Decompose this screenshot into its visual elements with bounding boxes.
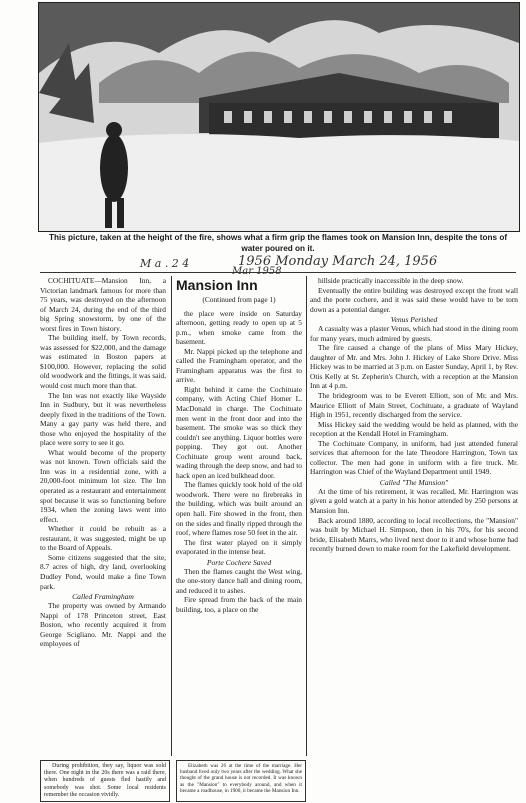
col2-paragraph: Right behind it came the Cochituate company, with Acting Chief Homer L. MacDonald in charge. The Cochituate men went in the front door and into the basement. The smoke was so thick they couldn't see anything. Liquor bottles were popping. They got out. Another Cochituate group went around back, wading through the deep snow, and had to hack open an iced bulkhead door. (176, 384, 302, 480)
handwritten-date-left: M a . 2 4 (140, 257, 190, 270)
fire-photo (38, 2, 520, 232)
handwritten-mar-1958: Mar 1958 (232, 266, 282, 277)
col2-paragraph: Then the flames caught the West wing, the one-story dance hall and dining room, and reduced it to ashes. (176, 566, 302, 595)
bottom-left-box (40, 760, 170, 802)
col2-paragraph: Fire spread from the back of the main building, too, a place on the (176, 595, 302, 614)
col2-paragraph: the place were inside on Saturday afternoon, getting ready to open up at 5 p.m., when smoke came from the basement. (176, 308, 302, 347)
col3-paragraph: The Cochituate Company, in uniform, had just attended funeral services that afternoon for the late Theodore Harrington, Town tax collector. The men had gone in uniform with a fire truck. Mr. Harrington was Chief of the Wayland Department until 1949. (310, 438, 518, 477)
col1-paragraph: COCHITUATE—Mansion Inn, a Victorian landmark famous for more than 75 years, was destroyed on the afternoon of March 24, during the end of the third big Spring snowstorm, by one of the worst fires in Town history. (40, 276, 166, 333)
col2-subhead: Porte Cochere Saved (206, 557, 272, 567)
col2-paragraph: The first water played on it simply evaporated in the intense heat. (176, 537, 302, 557)
col1-paragraph: What would become of the property was not known. Town officials said the Inn was in a residential zone, with a 20,000-foot minimum lot size. The Inn operated as a restaurant and entertainment spot because it was so functioning before 1934, when the zoning laws went into effect. (40, 447, 166, 524)
col3-subhead: Venus Perished (390, 315, 438, 325)
col3-paragraph: Eventually the entire building was destroyed except the front wall and the porte cochere, and it was said these would have to be torn down as a potential danger. (310, 285, 518, 314)
col3-paragraph: At the time of his retirement, it was recalled, Mr. Harrington was given a gold watch at a party in his honor attended by 250 persons at Mansion Inn. (310, 486, 518, 516)
bottom-mid-paragraph: Elizabeth was 26 at the time of the marriage. Her husband lived only two years after the wedding. What she thought of the grand house is not recorded. It was known as the "Mansion" to everybody around, and when it became a roadhouse, in 1900, it became the Mansion Inn. (180, 763, 302, 794)
bottom-left-text (44, 763, 166, 799)
col3-subhead: Called "The Mansion" (379, 477, 449, 487)
col2-paragraph: Mr. Nappi picked up the telephone and called the Framingham operator, and the Framingham apparatus was the first to arrive. (176, 346, 302, 385)
fire-scene-illustration (39, 3, 519, 231)
continued-note: (Continued from page 1) (202, 295, 276, 304)
col3-paragraph: The bridegroom was to be Everett Elliott, son of Mr. and Mrs. Maurice Elliott of Main Street, Cochituate, a graduate of Wayland High in 1951, recently discharged from the service. (310, 391, 518, 420)
column-1 (40, 276, 166, 649)
column-divider (306, 276, 307, 756)
col1-paragraph: The property was owned by Armando Nappi of 178 Princeton street, East Boston, who recently acquired it from George Scigliano. Mr. Nappi and the employees of (40, 601, 166, 649)
bottom-mid-text (180, 763, 302, 794)
col1-paragraph: Whether it could be rebuilt as a restaurant, it was suggested, might be up to the Board of Appeals. (40, 524, 166, 553)
col3-paragraph: Miss Hickey said the wedding would be held as planned, with the reception at the Kendall Hotel in Framingham. (310, 419, 518, 439)
column-2 (176, 277, 302, 615)
column-divider (171, 276, 172, 756)
col1-paragraph: The Inn was not exactly like Wayside Inn in Sudbury, but it was nevertheless deeply fixed in the traditions of the Town. Many a gay party was held there, and those who enjoyed the hospitality of the place were sorry to see it go. (40, 390, 166, 448)
col1-paragraph: The building itself, by Town records, was assessed for $22,000, and the damage was estimated in Boston papers at $100,000. However, replacing the solid old woodwork and the fittings, it was said, would cost much more than that. (40, 333, 166, 391)
bottom-mid-box (176, 760, 306, 802)
column-3 (310, 276, 518, 554)
col3-paragraph: Back around 1880, according to local recollections, the "Mansion" was built by Michael H. Simpson, then in his 70's, for his second bride, Elisabeth Marrs, who lived next door to it and whose home had recently burned down to make room for the Lakefield development. (310, 515, 518, 554)
col2-paragraph: The flames quickly took hold of the old woodwork. There were no firebreaks in the building, which was built around an open hall. Fire showed in the front, then on the sides and finally ripped through the roof, where flames rose 50 feet in the air. (176, 480, 302, 538)
col3-paragraph: A casualty was a plaster Venus, which had stood in the dining room for many years, much admired by guests. (310, 324, 518, 343)
handwritten-date-right: 1956 Monday March 24, 1956 (238, 254, 438, 269)
col3-paragraph: The fire caused a change of the plans of Miss Mary Hickey, daughter of Mr. and Mrs. John J. Hickey of Lake Shore Drive. Miss Hickey was to be married at 3 p.m. on Easter Sunday, April 1, by Rev. Otis Kelly at St. Zepherin's Church, with a reception at the Mansion Inn at 4 p.m. (310, 343, 518, 391)
col1-paragraph: Some citizens suggested that the site, 8.7 acres of high, dry land, overlooking Dudley Pond, would make a fine Town park. (40, 552, 166, 591)
photo-caption: This picture, taken at the height of the fire, shows what a firm grip the flames took on Mansion Inn, despite the tons of water poured on it. (48, 233, 508, 253)
bottom-left-paragraph: During prohibition, they say, liquor was sold there. One night in the 20s there was a raid there, when hundreds of guests fled hastily and somebody was shot. Some local residents remember the occasion vividly. (44, 763, 166, 798)
col3-paragraph: hillside practically inaccessible in the deep snow. (318, 276, 464, 285)
article-headline: Mansion Inn (176, 277, 258, 293)
col1-subhead: Called Framingham (72, 592, 134, 602)
